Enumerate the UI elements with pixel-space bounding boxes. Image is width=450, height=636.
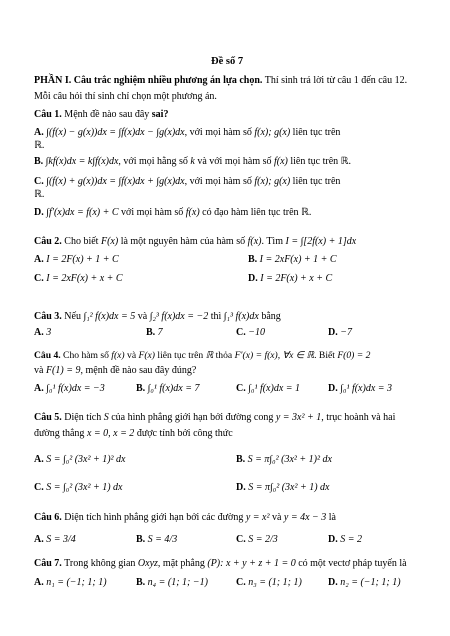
question-2-label: Câu 2. [34, 236, 62, 247]
question-1-option-a-wrap: ℝ. [34, 140, 45, 151]
option-formula: I = 2xF(x) + 1 + C [259, 254, 337, 265]
option-text: , với mọi hàm số [184, 127, 255, 138]
option-formula-3: f(x) [273, 156, 288, 167]
option-key: B. [136, 577, 146, 588]
option-key: D. [328, 534, 338, 545]
option-key: A. [34, 327, 44, 338]
stem-formula: S [103, 412, 109, 423]
option-value: −10 [248, 327, 265, 338]
stem-text: , trục hoành và hai [321, 412, 396, 423]
stem-formula: f(x) [247, 236, 262, 247]
question-1-label: Câu 1. [34, 109, 62, 120]
option-formula: S = 4/3 [147, 534, 178, 545]
question-2-option-a[interactable] [34, 254, 119, 266]
question-1-emphasis: sai? [151, 109, 169, 120]
option-text: , với mọi hằng số [118, 156, 191, 167]
question-4-option-b[interactable] [136, 383, 199, 395]
question-3-label: Câu 3. [34, 311, 62, 322]
option-key: D. [248, 273, 258, 284]
stem-formula: F′(x) = f(x), ∀x ∈ ℝ [234, 350, 315, 361]
option-formula: I = 2F(x) + x + C [260, 273, 333, 284]
stem-text: Trong không gian [61, 558, 138, 569]
option-value: 3 [46, 327, 52, 338]
option-text: với mọi hàm số [118, 207, 186, 218]
question-6-stem [34, 512, 336, 524]
question-2-stem [34, 236, 356, 248]
option-tail: liên tục trên [290, 176, 341, 187]
option-formula: S = 3/4 [46, 534, 76, 545]
option-key: B. [248, 254, 258, 265]
stem-text: thì [208, 311, 224, 322]
option-formula-2: f(x) [185, 207, 200, 218]
stem-text: , mệnh đề nào sau đây đúng? [80, 365, 197, 376]
option-formula: ∫kf(x)dx = k∫f(x)dx [45, 156, 119, 167]
stem-text: Cho biết [61, 236, 101, 247]
question-5-stem-line2 [34, 428, 233, 440]
option-formula: ∫₀¹ f(x)dx = 1 [248, 383, 301, 394]
stem-text: được tính bởi công thức [134, 428, 233, 439]
option-key: C. [236, 327, 246, 338]
question-4-label: Câu 4. [34, 350, 61, 361]
option-formula: ∫(f(x) − g(x))dx = ∫f(x)dx − ∫g(x)dx [46, 127, 185, 138]
question-6-option-b[interactable] [136, 534, 177, 546]
stem-formula: F(0) = 2 [337, 350, 371, 361]
stem-text: . Tìm [261, 236, 286, 247]
stem-formula: F(x) [138, 350, 155, 361]
stem-formula: (P): x + y + z + 1 = 0 [207, 558, 296, 569]
option-key: D. [34, 207, 44, 218]
question-3-option-c[interactable] [236, 327, 265, 339]
option-key: A. [34, 127, 44, 138]
stem-text: , mặt phẳng [157, 558, 208, 569]
option-key: C. [236, 383, 246, 394]
option-key: C. [34, 273, 44, 284]
option-tail: liên tục trên [290, 127, 341, 138]
question-6-option-c[interactable] [236, 534, 278, 546]
option-key: D. [328, 383, 338, 394]
stem-formula: I = ∫[2f(x) + 1]dx [285, 236, 357, 247]
question-4-stem-line2 [34, 365, 196, 377]
stem-text: và [124, 350, 139, 361]
option-formula: I = 2F(x) + 1 + C [46, 254, 119, 265]
option-key: B. [136, 383, 146, 394]
stem-formula: y = 4x − 3 [283, 512, 327, 523]
option-formula: S = ∫₀² (3x² + 1)² dx [46, 454, 126, 465]
stem-text: và [269, 512, 284, 523]
question-2-option-c[interactable] [34, 273, 123, 285]
option-key: A. [34, 534, 44, 545]
question-1-option-c[interactable] [34, 176, 340, 188]
stem-text: là một nguyên hàm của hàm số [118, 236, 248, 247]
question-7-option-c[interactable] [236, 577, 302, 589]
option-formula: n₃ = (1; 1; 1) [248, 577, 302, 588]
question-4-option-d[interactable] [328, 383, 392, 395]
option-key: B. [146, 327, 156, 338]
question-2-option-b[interactable] [248, 254, 337, 266]
stem-text: bằng [258, 311, 281, 322]
option-key: B. [236, 454, 246, 465]
stem-text: thỏa [213, 350, 235, 361]
stem-text: . Biết [314, 350, 338, 361]
question-1-option-a[interactable] [34, 127, 340, 139]
stem-formula: ∫₂³ f(x)dx = −2 [149, 311, 209, 322]
stem-formula: ℝ [205, 350, 214, 361]
option-key: A. [34, 454, 44, 465]
exam-title: Đề số 7 [211, 56, 244, 67]
option-value: −7 [340, 327, 352, 338]
option-key: D. [236, 482, 246, 493]
part-instruction-line2: Mỗi câu hỏi thí sinh chỉ chọn một phương án. [34, 91, 217, 102]
question-5-option-d[interactable] [236, 482, 330, 494]
option-formula-2: f(x); g(x) [254, 176, 291, 187]
question-7-stem [34, 558, 407, 570]
question-6-label: Câu 6. [34, 512, 62, 523]
question-5-label: Câu 5. [34, 412, 62, 423]
option-formula: ∫₀¹ f(x)dx = 3 [340, 383, 393, 394]
stem-text: có một vectơ pháp tuyến là [295, 558, 407, 569]
option-value: 7 [157, 327, 163, 338]
option-text-2: và với mọi hàm số [194, 156, 274, 167]
option-formula: n₄ = (1; 1; −1) [147, 577, 208, 588]
option-formula: ∫f′(x)dx = f(x) + C [46, 207, 119, 218]
question-3-option-a[interactable] [34, 327, 51, 339]
option-formula: S = 2 [340, 534, 362, 545]
stem-text: Diện tích [61, 412, 104, 423]
stem-text: Nếu [61, 311, 84, 322]
question-3-option-d[interactable] [328, 327, 352, 339]
option-text: , với mọi hàm số [184, 176, 255, 187]
stem-text: của hình phẳng giới hạn bởi đường cong [108, 412, 276, 423]
question-5-stem [34, 412, 395, 424]
question-4-option-a[interactable] [34, 383, 105, 395]
question-4-stem [34, 350, 370, 362]
question-7-option-a[interactable] [34, 577, 107, 589]
option-key: C. [236, 577, 246, 588]
option-formula-2: k [190, 156, 195, 167]
option-key: C. [236, 534, 246, 545]
stem-text: và [135, 311, 150, 322]
question-2-option-d[interactable] [248, 273, 332, 285]
option-key: B. [34, 156, 44, 167]
option-key: A. [34, 577, 44, 588]
part-instruction: Thí sinh trả lời từ câu 1 đến câu 12. [262, 75, 408, 86]
question-1-option-b[interactable] [34, 156, 351, 168]
stem-formula: Oxyz [137, 558, 158, 569]
option-formula: I = 2xF(x) + x + C [46, 273, 123, 284]
part-label: PHẦN I. Câu trắc nghiệm nhiều phương án lựa chọn. [34, 75, 263, 86]
part-heading [34, 75, 407, 87]
question-1-stem [34, 109, 168, 121]
option-formula: S = π∫₀² (3x² + 1) dx [248, 482, 330, 493]
question-4-option-c[interactable] [236, 383, 300, 395]
option-key: A. [34, 383, 44, 394]
stem-formula: F(x) [100, 236, 119, 247]
option-formula: ∫(f(x) + g(x))dx = ∫f(x)dx + ∫g(x)dx [46, 176, 185, 187]
stem-formula: y = x² [245, 512, 270, 523]
option-formula: n₂ = (−1; 1; 1) [340, 577, 401, 588]
question-1-option-d[interactable] [34, 207, 311, 219]
option-key: A. [34, 254, 44, 265]
question-5-option-c[interactable] [34, 482, 122, 494]
option-key: C. [34, 176, 44, 187]
stem-formula: F(1) = 9 [45, 365, 81, 376]
question-5-option-a[interactable] [34, 454, 125, 466]
option-key: B. [136, 534, 146, 545]
question-6-option-d[interactable] [328, 534, 362, 546]
stem-text: đường thẳng [34, 428, 87, 439]
question-7-option-d[interactable] [328, 577, 401, 589]
stem-formula: y = 3x² + 1 [275, 412, 322, 423]
option-tail: liên tục trên ℝ. [287, 156, 352, 167]
option-formula: ∫₀¹ f(x)dx = 7 [147, 383, 200, 394]
question-3-option-b[interactable] [146, 327, 163, 339]
option-formula: S = 2/3 [248, 534, 278, 545]
option-formula: n₁ = (−1; 1; 1) [46, 577, 107, 588]
question-7-label: Câu 7. [34, 558, 62, 569]
stem-formula: ∫₁² f(x)dx = 5 [83, 311, 136, 322]
option-formula: ∫₀¹ f(x)dx = −3 [46, 383, 105, 394]
stem-text: là [326, 512, 336, 523]
option-formula-2: f(x); g(x) [254, 127, 291, 138]
option-tail: có đạo hàm liên tục trên ℝ. [199, 207, 312, 218]
stem-text: liên tục trên [155, 350, 206, 361]
stem-formula: x = 0, x = 2 [86, 428, 135, 439]
option-key: C. [34, 482, 44, 493]
option-key: D. [328, 577, 338, 588]
stem-formula: ∫₁³ f(x)dx [223, 311, 259, 322]
stem-text: Diện tích hình phẳng giới hạn bởi các đường [61, 512, 246, 523]
option-formula: S = π∫₀² (3x² + 1)² dx [247, 454, 332, 465]
question-5-option-b[interactable] [236, 454, 332, 466]
stem-formula: f(x) [111, 350, 125, 361]
option-formula: S = ∫₀² (3x² + 1) dx [46, 482, 123, 493]
question-1-text: Mệnh đề nào sau đây [61, 109, 152, 120]
stem-text: và [34, 365, 46, 376]
question-6-option-a[interactable] [34, 534, 76, 546]
question-3-stem [34, 311, 281, 323]
option-key: D. [328, 327, 338, 338]
stem-text: Cho hàm số [60, 350, 112, 361]
question-7-option-b[interactable] [136, 577, 208, 589]
question-1-option-c-wrap: ℝ. [34, 189, 45, 200]
